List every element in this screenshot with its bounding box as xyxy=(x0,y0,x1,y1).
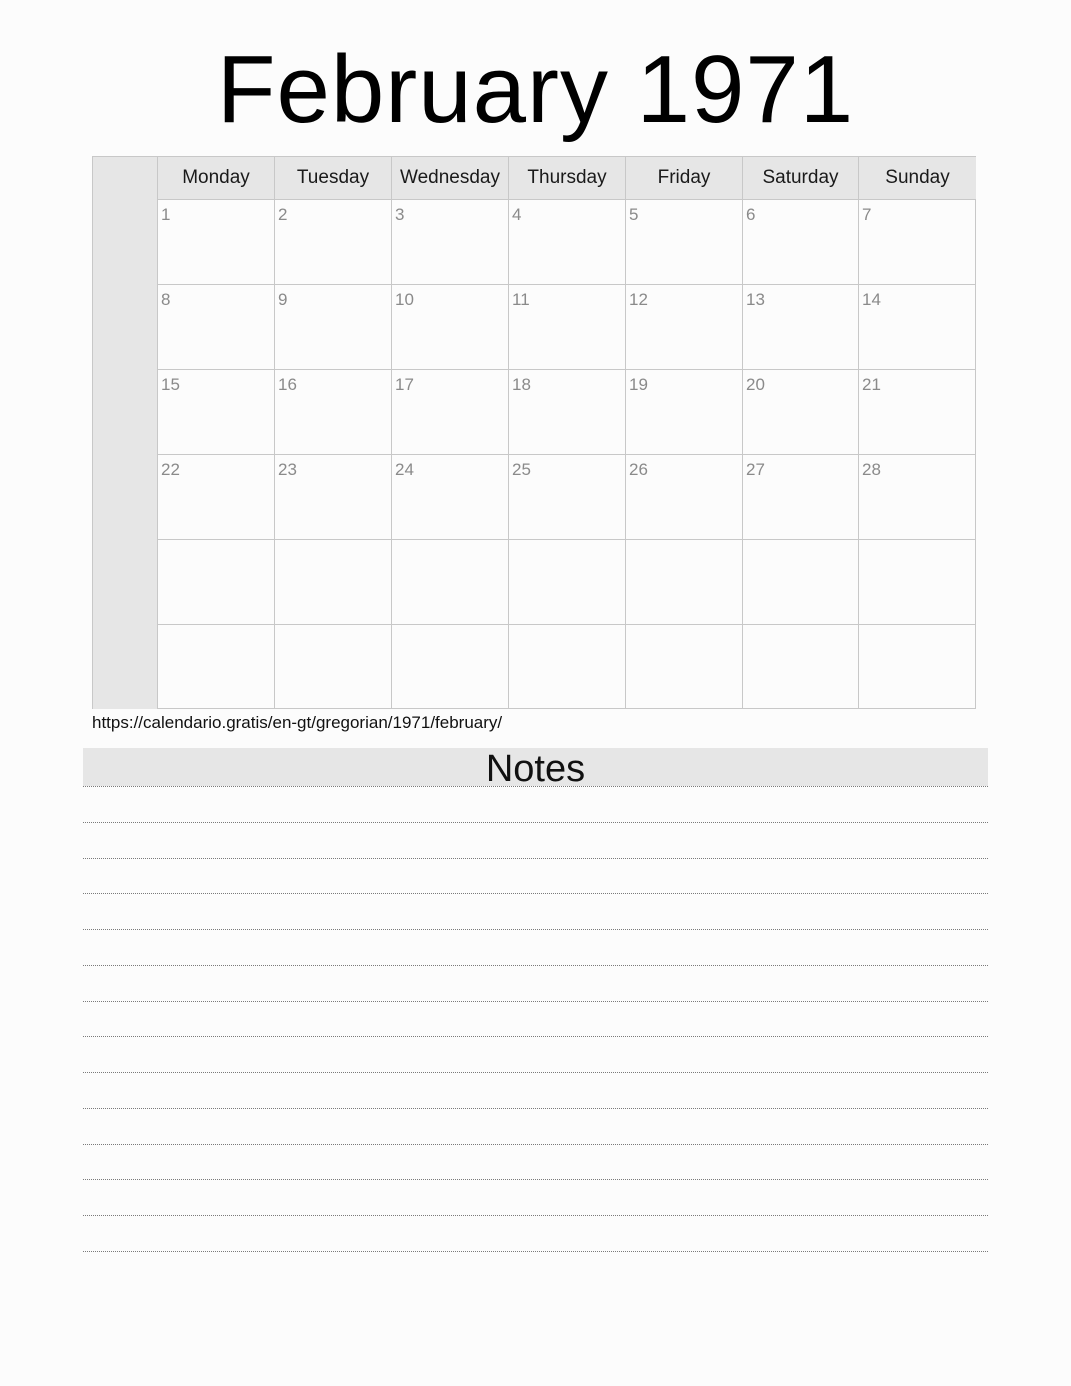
day-cell[interactable] xyxy=(859,540,976,625)
day-cell[interactable] xyxy=(743,285,859,370)
day-cell[interactable] xyxy=(743,370,859,455)
day-number: 2 xyxy=(278,205,288,224)
weekday-header: Tuesday xyxy=(275,157,392,200)
day-number: 5 xyxy=(629,205,639,224)
day-cell[interactable] xyxy=(275,625,392,709)
weekday-header: Thursday xyxy=(509,157,626,200)
day-cell[interactable] xyxy=(158,625,275,709)
day-cell[interactable] xyxy=(275,370,392,455)
note-line[interactable] xyxy=(83,786,988,787)
day-cell[interactable] xyxy=(509,200,626,285)
day-number: 25 xyxy=(512,460,531,479)
day-number: 21 xyxy=(862,375,881,394)
day-number: 9 xyxy=(278,290,288,309)
day-number: 28 xyxy=(862,460,881,479)
day-number: 17 xyxy=(395,375,414,394)
day-cell[interactable] xyxy=(275,455,392,540)
note-line[interactable] xyxy=(83,965,988,966)
calendar-grid xyxy=(92,156,976,709)
source-url[interactable]: https://calendario.gratis/en-gt/gregorian/1971/february/ xyxy=(92,713,503,732)
day-cell[interactable] xyxy=(275,200,392,285)
day-cell[interactable] xyxy=(509,370,626,455)
day-cell[interactable] xyxy=(859,370,976,455)
day-number: 22 xyxy=(161,460,180,479)
note-line[interactable] xyxy=(83,1179,988,1180)
day-number: 14 xyxy=(862,290,881,309)
day-cell[interactable] xyxy=(509,285,626,370)
day-number: 24 xyxy=(395,460,414,479)
day-number: 18 xyxy=(512,375,531,394)
day-number: 1 xyxy=(161,205,171,224)
notes-heading: Notes xyxy=(83,748,988,786)
day-cell[interactable] xyxy=(859,625,976,709)
day-cell[interactable] xyxy=(275,285,392,370)
day-cell[interactable] xyxy=(626,200,743,285)
day-number: 12 xyxy=(629,290,648,309)
day-number: 15 xyxy=(161,375,180,394)
note-line[interactable] xyxy=(83,1215,988,1216)
day-cell[interactable] xyxy=(626,285,743,370)
day-cell[interactable] xyxy=(509,540,626,625)
day-number: 26 xyxy=(629,460,648,479)
weekday-header: Wednesday xyxy=(392,157,509,200)
weekday-header: Saturday xyxy=(743,157,859,200)
note-line[interactable] xyxy=(83,1144,988,1145)
weekday-header: Sunday xyxy=(859,157,976,200)
day-cell[interactable] xyxy=(158,200,275,285)
day-cell[interactable] xyxy=(392,200,509,285)
day-number: 16 xyxy=(278,375,297,394)
note-line[interactable] xyxy=(83,929,988,930)
day-number: 3 xyxy=(395,205,405,224)
day-number: 8 xyxy=(161,290,171,309)
note-line[interactable] xyxy=(83,1036,988,1037)
day-number: 23 xyxy=(278,460,297,479)
week-number-column xyxy=(93,157,158,709)
day-cell[interactable] xyxy=(626,370,743,455)
day-cell[interactable] xyxy=(859,200,976,285)
day-cell[interactable] xyxy=(509,625,626,709)
day-cell[interactable] xyxy=(158,285,275,370)
note-line[interactable] xyxy=(83,858,988,859)
day-cell[interactable] xyxy=(158,455,275,540)
day-cell[interactable] xyxy=(392,285,509,370)
day-number: 6 xyxy=(746,205,756,224)
day-cell[interactable] xyxy=(743,625,859,709)
note-line[interactable] xyxy=(83,1001,988,1002)
day-cell[interactable] xyxy=(626,540,743,625)
day-cell[interactable] xyxy=(626,455,743,540)
day-number: 4 xyxy=(512,205,522,224)
day-number: 11 xyxy=(512,290,530,309)
day-cell[interactable] xyxy=(158,540,275,625)
day-number: 13 xyxy=(746,290,765,309)
day-cell[interactable] xyxy=(158,370,275,455)
weekday-header: Monday xyxy=(158,157,275,200)
day-number: 19 xyxy=(629,375,648,394)
day-cell[interactable] xyxy=(392,455,509,540)
page-title: February 1971 xyxy=(216,36,855,143)
day-cell[interactable] xyxy=(275,540,392,625)
day-number: 7 xyxy=(862,205,872,224)
weekday-header: Friday xyxy=(626,157,743,200)
day-cell[interactable] xyxy=(859,455,976,540)
day-cell[interactable] xyxy=(859,285,976,370)
note-line[interactable] xyxy=(83,893,988,894)
day-cell[interactable] xyxy=(743,540,859,625)
day-cell[interactable] xyxy=(626,625,743,709)
day-cell[interactable] xyxy=(743,200,859,285)
day-cell[interactable] xyxy=(509,455,626,540)
day-number: 27 xyxy=(746,460,765,479)
day-cell[interactable] xyxy=(743,455,859,540)
note-line[interactable] xyxy=(83,822,988,823)
note-line[interactable] xyxy=(83,1251,988,1252)
day-number: 20 xyxy=(746,375,765,394)
day-number: 10 xyxy=(395,290,414,309)
note-line[interactable] xyxy=(83,1108,988,1109)
day-cell[interactable] xyxy=(392,540,509,625)
note-line[interactable] xyxy=(83,1072,988,1073)
day-cell[interactable] xyxy=(392,370,509,455)
day-cell[interactable] xyxy=(392,625,509,709)
